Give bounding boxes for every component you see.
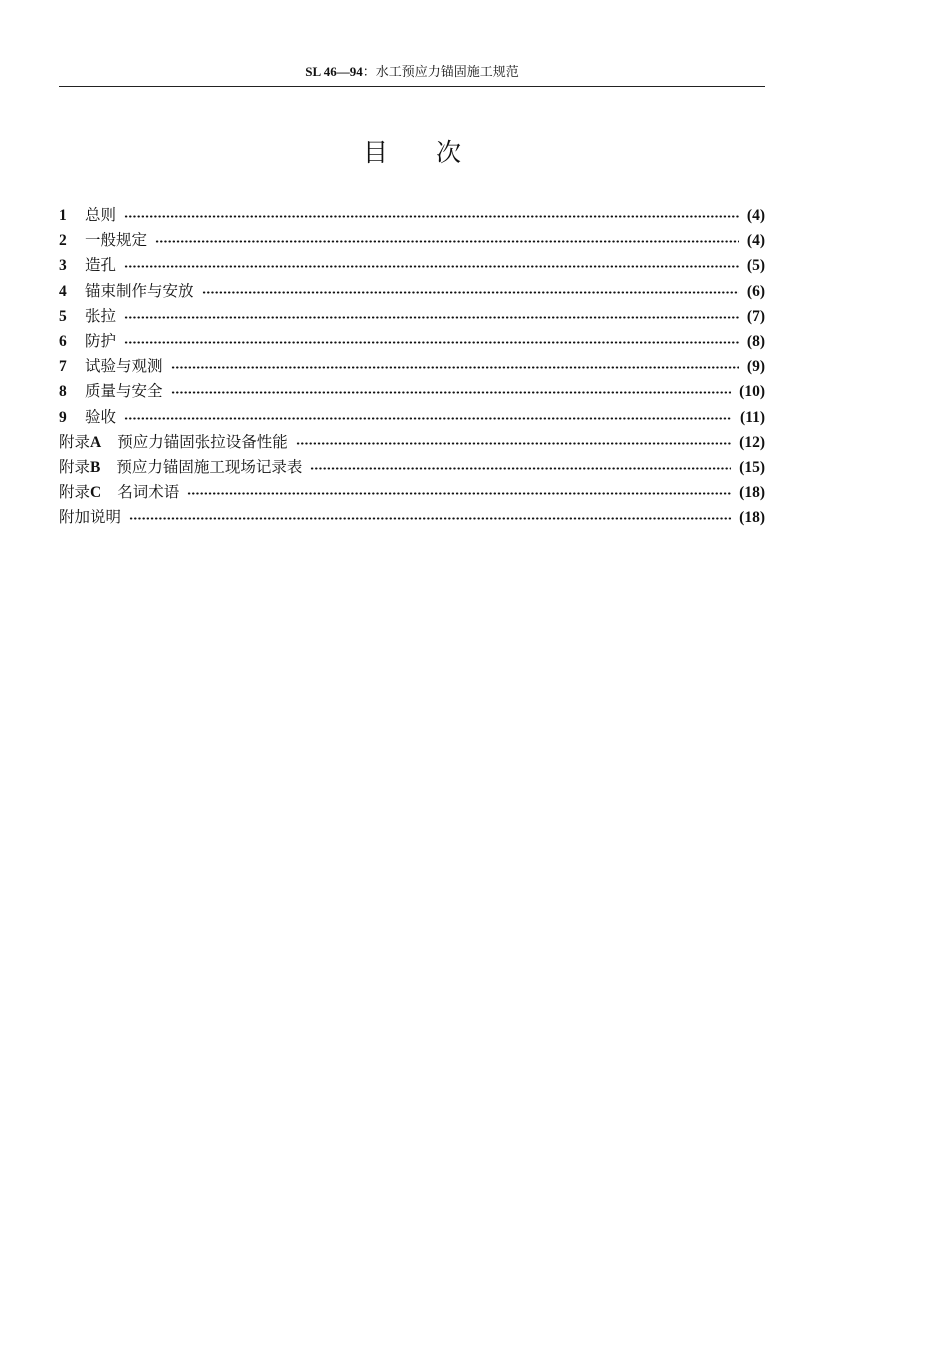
dot-leader [124,215,739,218]
toc-entry-number: 2 [59,232,67,250]
dot-leader [124,265,739,268]
toc-title-right: 次 [436,138,462,167]
toc-entry-page: (11) [740,408,765,426]
toc-entry-label: 质量与安全 [85,382,163,401]
dot-leader [124,316,739,319]
toc-entry-appendix-b[interactable] [59,455,765,480]
header-separator: ： [362,65,376,80]
dot-leader [187,492,731,495]
toc-entry-appendix-c[interactable] [59,480,765,505]
dot-leader [129,517,731,520]
appendix-letter: C [90,484,102,502]
page-header [59,62,765,87]
appendix-prefix: 附录 [59,483,91,502]
toc-entry-label: 防护 [85,331,117,350]
toc-entry-5[interactable] [59,304,765,329]
toc-entry-3[interactable] [59,253,765,278]
toc-entry-1[interactable] [59,203,765,228]
dot-leader [310,467,731,470]
toc-entry-9[interactable] [59,405,765,430]
toc-entry-number: 9 [59,408,67,426]
toc-entry-number: 6 [59,332,67,350]
toc-appendix-number [59,430,101,455]
toc-entry-number: 1 [59,207,67,224]
toc-entry-page: (4) [746,232,765,250]
appendix-prefix: 附录 [59,432,91,451]
standard-title: 水工预应力锚固施工规范 [375,65,519,80]
toc-entry-page: (7) [746,307,765,325]
toc-entry-appendix-a[interactable] [59,430,765,455]
toc-entry-page: (15) [739,458,765,476]
toc-entry-number: 4 [59,282,67,300]
dot-leader [202,291,739,294]
toc-entry-page: (4) [746,207,765,224]
toc-entry-2[interactable] [59,228,765,253]
appendix-letter: A [90,433,102,451]
toc-entry-page: (5) [746,257,765,275]
dot-leader [296,442,731,445]
toc-entry-label: 锚束制作与安放 [85,281,194,300]
toc-entry-page: (18) [739,484,765,502]
toc-entry-page: (9) [746,358,765,376]
toc-entry-label: 总则 [85,206,117,224]
standard-code: SL 46—94 [305,64,363,79]
toc-appendix-number [59,480,101,505]
toc-title-left: 目 [362,138,388,167]
toc-entry-6[interactable] [59,329,765,354]
dot-leader [124,417,732,420]
toc-list [59,203,765,530]
dot-leader [171,391,732,394]
toc-entry-page: (8) [746,332,765,350]
toc-entry-number: 3 [59,257,67,275]
toc-entry-8[interactable] [59,379,765,404]
toc-entry-label: 造孔 [85,256,117,275]
toc-entry-label: 预应力锚固施工现场记录表 [116,457,303,476]
toc-entry-label: 验收 [85,407,117,426]
toc-entry-additional-notes[interactable] [59,505,765,530]
toc-entry-number: 5 [59,307,67,325]
appendix-prefix: 附录 [59,457,91,476]
toc-entry-page: (12) [739,433,765,451]
dot-leader [171,366,739,369]
toc-entry-number: 7 [59,358,67,376]
appendix-letter: B [90,458,101,476]
dot-leader [155,240,739,243]
toc-entry-label: 张拉 [85,306,117,325]
toc-entry-label: 附加说明 [59,508,122,527]
toc-entry-7[interactable] [59,354,765,379]
toc-appendix-number [59,455,100,480]
toc-entry-number: 8 [59,383,67,401]
toc-entry-label: 一般规定 [85,231,148,250]
toc-entry-page: (18) [739,509,765,527]
toc-entry-page: (6) [746,282,765,300]
toc-entry-label: 预应力锚固张拉设备性能 [117,432,288,451]
toc-title [59,136,765,170]
toc-entry-page: (10) [739,383,765,401]
toc-entry-4[interactable] [59,279,765,304]
toc-entry-label: 名词术语 [117,483,180,502]
dot-leader [124,341,739,344]
toc-entry-label: 试验与观测 [85,357,163,376]
